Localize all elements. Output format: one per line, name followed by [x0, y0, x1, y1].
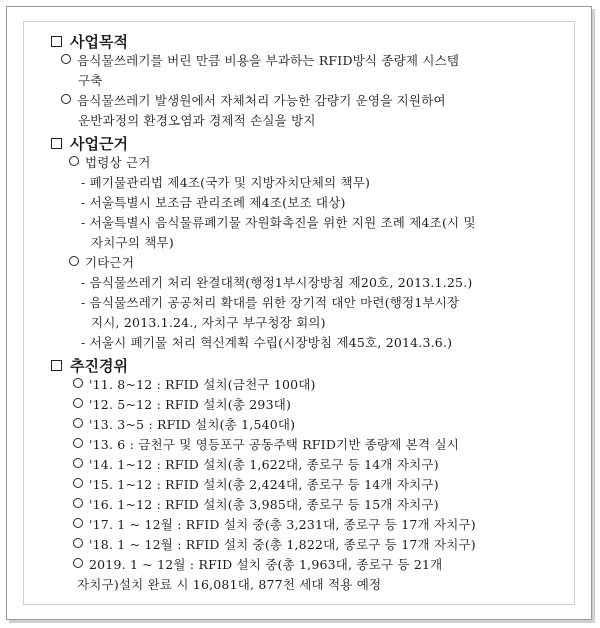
timeline-item: '12. 5~12 : RFID 설치(총 293대) — [51, 395, 571, 415]
timeline-item-continuation: 자치구)설치 완료 시 16,081대, 877천 세대 적용 예정 — [77, 577, 382, 592]
circle-bullet-icon — [73, 418, 83, 428]
timeline-item: '11. 8~12 : RFID 설치(금천구 100대) — [51, 375, 571, 395]
list-item: - 음식물쓰레기 처리 완결대책(행정1부시장방침 제20호, 2013.1.25.) — [81, 275, 473, 290]
list-item: 음식물쓰레기를 버린 만큼 비용을 부과하는 RFID방식 종량제 시스템 — [51, 51, 571, 71]
section-title: 사업근거 — [70, 134, 128, 153]
list-item-continuation: 지시, 2013.1.24., 자치구 부구청장 회의) — [91, 315, 326, 330]
circle-bullet-icon — [73, 398, 83, 408]
subsection-heading: 기타근거 — [51, 253, 571, 273]
circle-bullet-icon — [73, 458, 83, 468]
circle-bullet-icon — [69, 256, 79, 266]
list-item-continuation: 구축 — [78, 73, 103, 88]
timeline-item: '18. 1 ~ 12월 : RFID 설치 중(총 1,822대, 종로구 등 17개 자치구) — [51, 535, 571, 555]
circle-bullet-icon — [61, 54, 71, 64]
subsection-heading: 법령상 근거 — [51, 153, 571, 173]
timeline-item: '14. 1~12 : RFID 설치(총 1,622대, 종로구 등 14개 자치구) — [51, 455, 571, 475]
timeline-item: '13. 3~5 : RFID 설치(총 1,540대) — [51, 415, 571, 435]
timeline-item: '17. 1 ~ 12월 : RFID 설치 중(총 3,231대, 종로구 등 17개 자치구) — [51, 515, 571, 535]
timeline-item: 2019. 1 ~ 12월 : RFID 설치 중(총 1,963대, 종로구 등 21개 — [51, 555, 571, 575]
list-item-continuation: 운반과정의 환경오염과 경제적 손실을 방지 — [78, 113, 316, 128]
timeline-item: '16. 1~12 : RFID 설치(총 3,985대, 종로구 등 15개 자치구) — [51, 495, 571, 515]
section-heading-history — [51, 355, 571, 375]
section-title: 추진경위 — [70, 356, 128, 375]
circle-bullet-icon — [73, 558, 83, 568]
circle-bullet-icon — [73, 478, 83, 488]
document-frame — [6, 6, 592, 620]
checkbox-square-icon — [51, 36, 62, 47]
circle-bullet-icon — [73, 538, 83, 548]
section-title: 사업목적 — [70, 32, 128, 51]
circle-bullet-icon — [73, 378, 83, 388]
list-item: - 서울시 폐기물 처리 혁신계획 수립(시장방침 제45호, 2014.3.6.) — [81, 335, 453, 350]
list-item: 음식물쓰레기 발생원에서 자체처리 가능한 감량기 운영을 지원하여 — [51, 91, 571, 111]
checkbox-square-icon — [51, 138, 62, 149]
list-item: - 서울특별시 보조금 관리조례 제4조(보조 대상) — [81, 195, 346, 210]
timeline-item: '13. 6 : 금천구 및 영등포구 공동주택 RFID기반 종량제 본격 실시 — [51, 435, 571, 455]
section-heading-basis — [51, 133, 571, 153]
circle-bullet-icon — [73, 438, 83, 448]
list-item-continuation: 자치구의 책무) — [91, 235, 174, 250]
list-item: - 폐기물관리법 제4조(국가 및 지방자치단체의 책무) — [81, 175, 371, 190]
circle-bullet-icon — [69, 156, 79, 166]
timeline-item: '15. 1~12 : RFID 설치(총 2,424대, 종로구 등 14개 자치구) — [51, 475, 571, 495]
section-heading-purpose — [51, 31, 571, 51]
list-item: - 서울특별시 음식물류폐기물 자원화촉진을 위한 지원 조례 제4조(시 및 — [81, 215, 476, 230]
document-content — [51, 29, 571, 595]
list-item: - 음식물쓰레기 공공처리 확대를 위한 장기적 대안 마련(행정1부시장 — [81, 295, 460, 310]
circle-bullet-icon — [73, 518, 83, 528]
circle-bullet-icon — [61, 94, 71, 104]
checkbox-square-icon — [51, 360, 62, 371]
circle-bullet-icon — [73, 498, 83, 508]
